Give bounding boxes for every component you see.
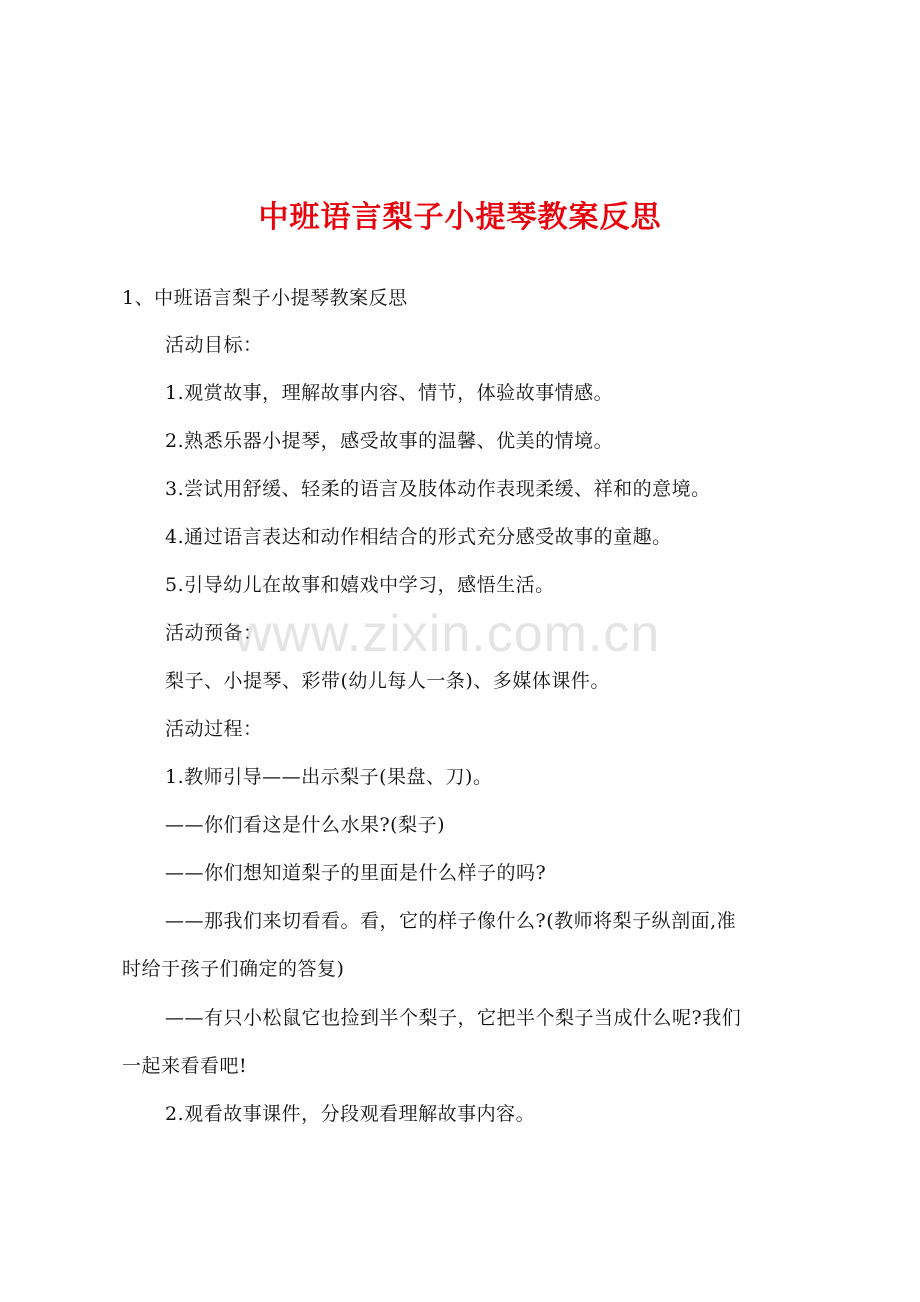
prep-text: 梨子、小提琴、彩带(幼儿每人一条)、多媒体课件。 — [165, 670, 610, 692]
goal-item: 5.引导幼儿在故事和嬉戏中学习，感悟生活。 — [165, 574, 555, 596]
document-title: 中班语言梨子小提琴教案反思 — [258, 200, 662, 235]
goal-item: 4.通过语言表达和动作相结合的形式充分感受故事的童趣。 — [165, 526, 672, 548]
goal-item: 2.熟悉乐器小提琴，感受故事的温馨、优美的情境。 — [165, 430, 614, 452]
goal-item: 3.尝试用舒缓、轻柔的语言及肢体动作表现柔缓、祥和的意境。 — [165, 478, 711, 500]
process-question: ——你们想知道梨子的里面是什么样子的吗? — [165, 862, 547, 884]
process-question-line: 一起来看看吧! — [122, 1055, 248, 1077]
section-heading: 1、中班语言梨子小提琴教案反思 — [122, 287, 408, 309]
watermark: www.zixin.com.cn — [234, 605, 661, 663]
process-question: ——你们看这是什么水果?(梨子) — [165, 814, 446, 836]
process-label: 活动过程： — [165, 718, 263, 740]
process-step: 1.教师引导——出示梨子(果盘、刀)。 — [165, 766, 493, 788]
process-question-line: ——有只小松鼠它也捡到半个梨子，它把半个梨子当成什么呢?我们 — [165, 1007, 742, 1029]
goal-item: 1.观赏故事，理解故事内容、情节，体验故事情感。 — [165, 382, 614, 404]
process-question-line: ——那我们来切看看。看，它的样子像什么?(教师将梨子纵剖面,准 — [165, 910, 737, 932]
prep-label: 活动预备： — [165, 622, 263, 644]
goals-label: 活动目标： — [165, 334, 263, 356]
process-question-line: 时给于孩子们确定的答复) — [122, 958, 345, 980]
process-step: 2.观看故事课件，分段观看理解故事内容。 — [165, 1103, 536, 1125]
